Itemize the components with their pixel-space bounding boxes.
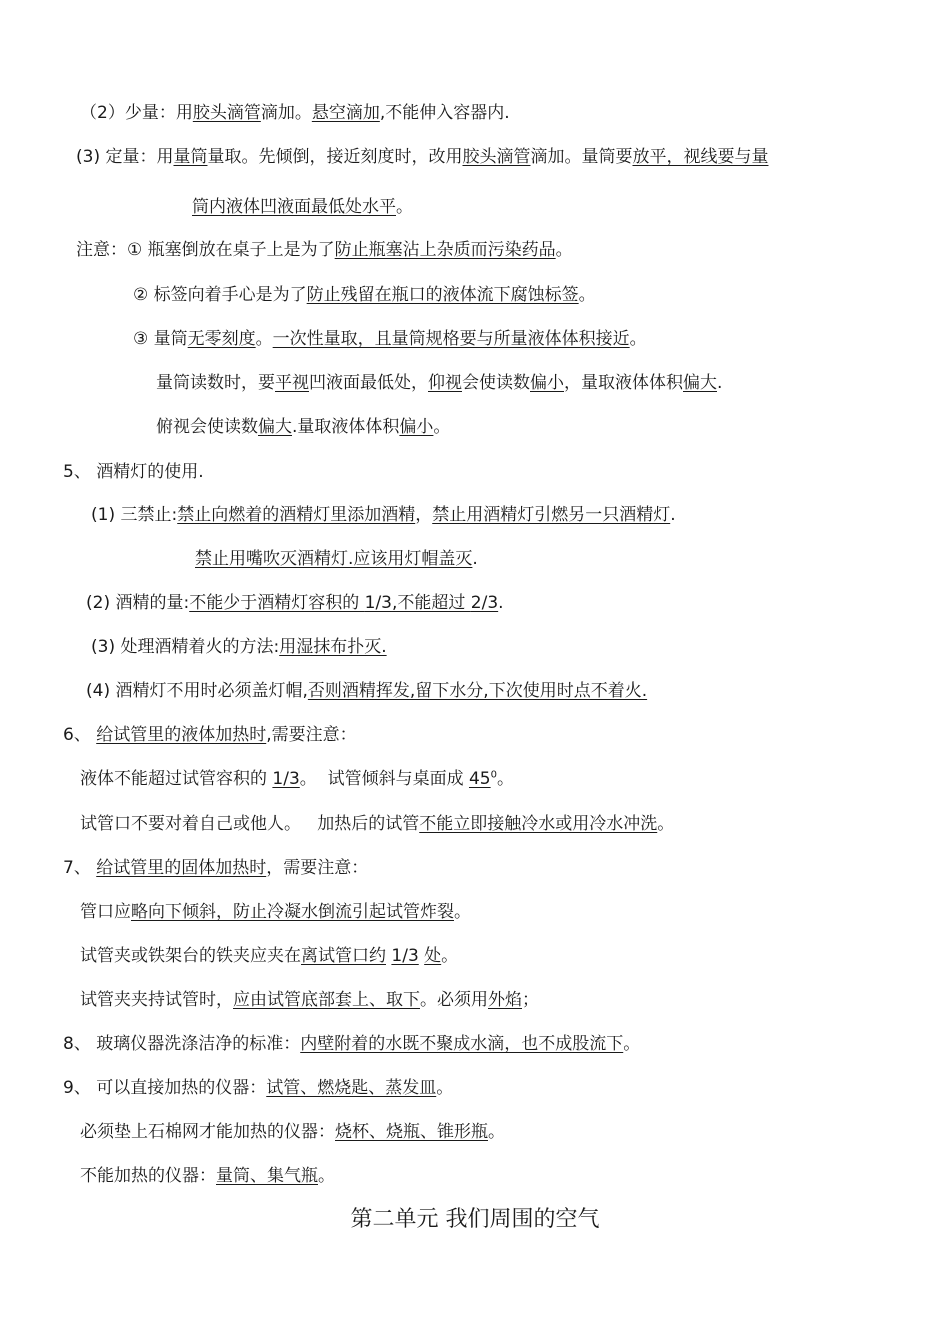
text-segment: . — [670, 505, 676, 525]
text-line — [91, 504, 676, 526]
text-line — [80, 945, 458, 967]
underlined-answer: 偏小 — [399, 417, 434, 437]
underlined-answer: 禁止用嘴吹灭酒精灯.应该用灯帽盖灭 — [195, 549, 473, 569]
text-segment: 。 — [318, 1166, 335, 1186]
text-segment: 。 — [555, 240, 573, 260]
text-segment: 。 — [433, 417, 451, 437]
underlined-answer: ,不能超过 — [391, 593, 471, 613]
text-segment: 滴加。 — [260, 103, 312, 123]
text-segment: 试管夹夹持试管时， — [80, 990, 233, 1010]
text-segment: (2) 酒精的量: — [86, 593, 190, 613]
underlined-answer: 胶头滴管 — [192, 103, 261, 123]
text-line — [63, 1077, 453, 1099]
text-segment: 。 — [657, 814, 675, 834]
text-line — [80, 813, 674, 835]
underlined-answer: 给试管里的液体加热时 — [96, 725, 267, 745]
text-segment: 必须垫上石棉网才能加热的仪器： — [80, 1122, 335, 1142]
underlined-answer: 用湿抹布扑灭. — [279, 637, 387, 657]
text-segment: 6、 — [63, 725, 97, 745]
underlined-answer: 防止残留在瓶口的液体流下腐蚀标签 — [306, 285, 579, 305]
underlined-answer: 禁止用酒精灯引燃另一只酒精灯 — [432, 505, 671, 525]
underlined-answer: 外焰 — [488, 990, 522, 1010]
text-segment: . — [717, 373, 723, 393]
underlined-answer: 不能少于酒精灯容积的 — [189, 593, 365, 613]
text-line — [63, 724, 357, 746]
text-segment: . — [472, 549, 478, 569]
underlined-answer: 否则酒精挥发,留下水分,下次使用时点不着火. — [307, 681, 648, 701]
underlined-answer: 应由试管底部套上、取下 — [233, 990, 420, 1010]
text-segment: 凹液面最低处， — [309, 373, 428, 393]
underlined-answer: 无零刻度 — [187, 329, 256, 349]
underlined-answer: 离试管口约 — [301, 946, 386, 966]
text-segment: 液体不能超过试管容积的 — [80, 769, 273, 789]
underlined-answer: 1/3 — [272, 769, 300, 789]
text-segment: 5、 酒精灯的使用. — [63, 462, 204, 482]
text-line — [80, 901, 471, 923]
text-line — [133, 284, 596, 306]
text-segment: 7、 — [63, 858, 97, 878]
text-line — [80, 989, 539, 1011]
text-line — [195, 548, 478, 570]
text-line — [63, 461, 204, 483]
text-segment: 8、 玻璃仪器洗涤洁净的标准： — [63, 1034, 301, 1054]
text-segment: ③ 量筒 — [133, 329, 188, 349]
text-line — [156, 416, 450, 438]
underlined-answer: 禁止向燃着的酒精灯里添加酒精 — [177, 505, 416, 525]
text-line — [86, 680, 647, 702]
text-segment: . — [498, 593, 504, 613]
underlined-answer: 2/3 — [470, 593, 499, 613]
underlined-answer: 45 — [468, 769, 491, 789]
text-line — [76, 146, 768, 168]
underlined-answer: 胶头滴管 — [462, 147, 531, 167]
underlined-answer: 给试管里的固体加热时 — [96, 858, 267, 878]
text-segment: 量筒读数时，要 — [156, 373, 275, 393]
text-line — [86, 592, 504, 614]
text-segment: .量取液体体积 — [292, 417, 400, 437]
underlined-answer: 防止瓶塞沾上杂质而污染药品 — [334, 240, 556, 260]
text-segment: 量取。先倾倒，接近刻度时，改用 — [207, 147, 463, 167]
text-line — [76, 239, 573, 261]
text-segment: ； — [522, 990, 539, 1010]
text-segment: 俯视会使读数 — [156, 417, 258, 437]
text-segment: 。 — [629, 329, 647, 349]
text-segment: 。 — [623, 1034, 641, 1054]
underlined-answer: 偏大 — [683, 373, 717, 393]
text-segment: ② 标签向着手心是为了 — [133, 285, 307, 305]
text-line — [80, 768, 514, 790]
underlined-answer: 量筒 — [173, 147, 208, 167]
underlined-answer: 偏大 — [258, 417, 292, 437]
text-line — [91, 636, 387, 658]
underlined-answer: 略向下倾斜，防止冷凝水倒流引起试管炸裂 — [131, 902, 454, 922]
text-segment: 。 — [436, 1078, 454, 1098]
text-line — [80, 1165, 335, 1187]
text-segment: (4) 酒精灯不用时必须盖灯帽, — [86, 681, 308, 701]
underlined-answer: 不能立即接触冷水或用冷水冲洗 — [419, 814, 658, 834]
text-segment: （2）少量：用 — [80, 103, 193, 123]
underlined-answer: 量筒、集气瓶 — [216, 1166, 318, 1186]
text-line — [63, 1033, 640, 1055]
text-line — [192, 196, 413, 218]
underlined-answer: 悬空滴加 — [311, 103, 380, 123]
text-segment: 管口应 — [80, 902, 131, 922]
text-segment: (1) 三禁止: — [91, 505, 178, 525]
text-segment: 滴加。量筒要 — [530, 147, 633, 167]
underlined-answer: 内壁附着的水既不聚成水滴，也不成股流下 — [300, 1034, 624, 1054]
underlined-answer: 1/3 — [364, 593, 392, 613]
text-segment: 。 — [497, 769, 514, 789]
text-segment: (3) 定量：用 — [76, 147, 174, 167]
underlined-answer: 一次性量取，且量筒规格要与所量液体体积接近 — [272, 329, 630, 349]
underlined-answer: 平视 — [275, 373, 309, 393]
text-segment: 不能加热的仪器： — [80, 1166, 216, 1186]
text-segment: 。 试管倾斜与桌面成 — [299, 769, 469, 789]
text-segment: 9、 可以直接加热的仪器： — [63, 1078, 267, 1098]
text-segment: ，量取液体体积 — [564, 373, 683, 393]
underlined-answer: 放平，视线要与量 — [632, 147, 769, 167]
text-line — [80, 102, 510, 124]
text-segment: ，需要注意： — [266, 858, 369, 878]
text-segment: 。 — [255, 329, 273, 349]
text-segment: 注意：① 瓶塞倒放在桌子上是为了 — [76, 240, 335, 260]
text-segment: (3) 处理酒精着火的方法: — [91, 637, 280, 657]
section-heading: 第二单元 我们周围的空气 — [350, 1207, 600, 1232]
text-segment: 会使读数 — [462, 373, 530, 393]
superscript: 0 — [490, 769, 497, 781]
underlined-answer: 处 — [424, 946, 442, 966]
text-line — [80, 1121, 505, 1143]
text-segment: 。 — [396, 197, 413, 217]
text-segment: ,需要注意： — [266, 725, 357, 745]
text-segment: 。必须用 — [420, 990, 488, 1010]
underlined-answer: 仰视 — [428, 373, 462, 393]
text-segment: ， — [415, 505, 433, 525]
text-line — [133, 328, 647, 350]
underlined-answer: 烧杯、烧瓶、锥形瓶 — [335, 1122, 488, 1142]
underlined-answer: 试管、燃烧匙、蒸发皿 — [266, 1078, 437, 1098]
text-line — [156, 372, 722, 394]
underlined-answer: 1/3 — [391, 946, 419, 966]
text-segment: 试管口不要对着自己或他人。 加热后的试管 — [80, 814, 420, 834]
underlined-answer: 偏小 — [530, 373, 564, 393]
text-segment: ,不能伸入容器内. — [379, 103, 510, 123]
text-segment: 。 — [488, 1122, 505, 1142]
text-segment: 。 — [454, 902, 471, 922]
text-line — [63, 857, 368, 879]
text-segment: 。 — [441, 946, 459, 966]
text-segment: 试管夹或铁架台的铁夹应夹在 — [80, 946, 301, 966]
underlined-answer: 筒内液体凹液面最低处水平 — [192, 197, 396, 217]
text-segment: 。 — [578, 285, 596, 305]
